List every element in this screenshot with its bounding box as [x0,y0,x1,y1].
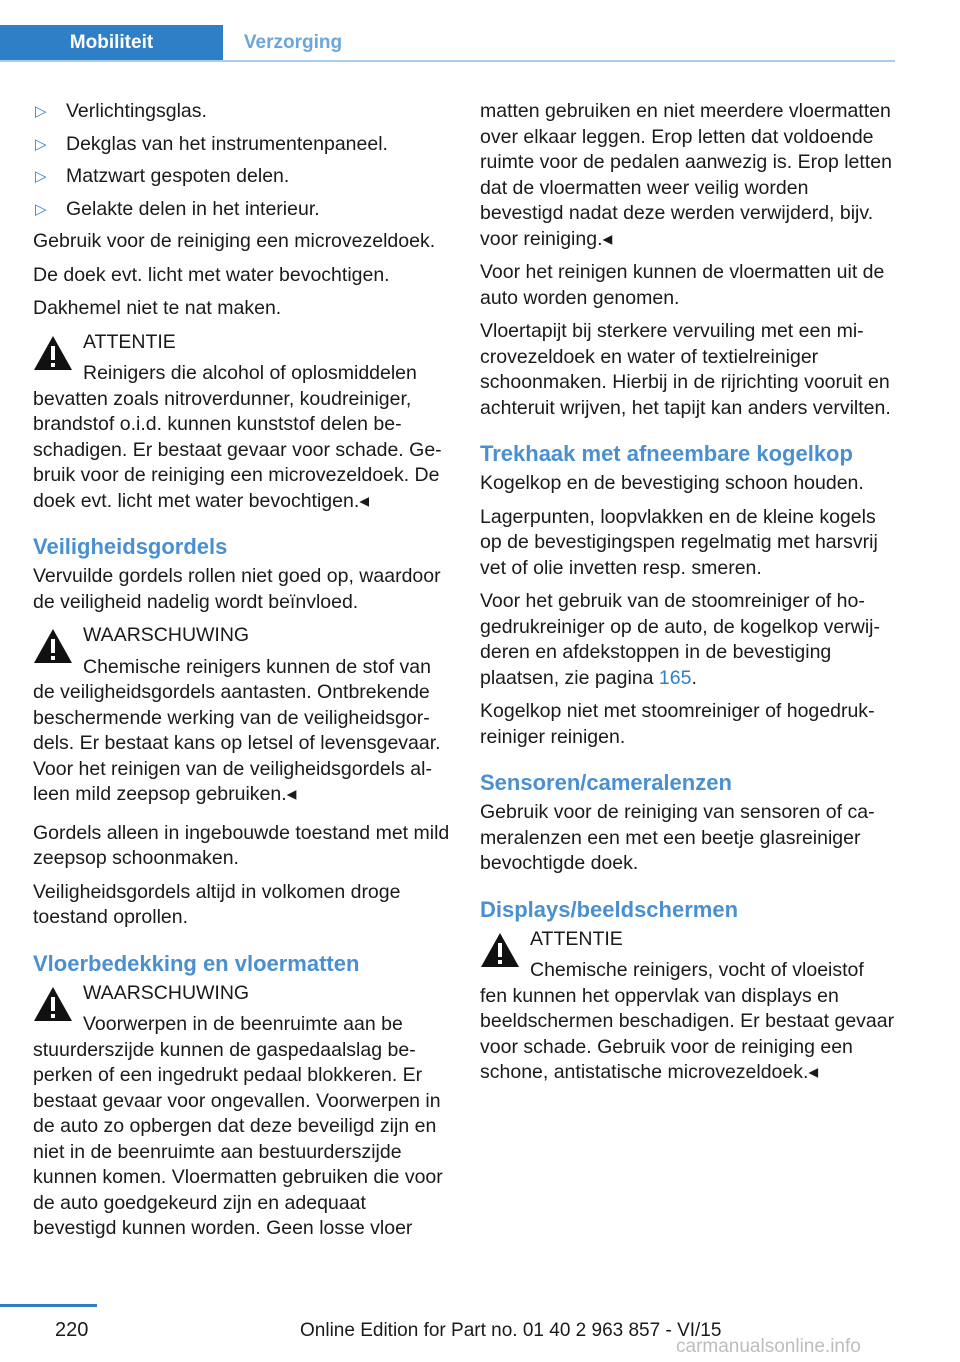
warning-block [33,623,450,808]
list-item [33,164,450,190]
warning-lead: Chemische reinigers kunnen de stof van [83,655,431,678]
paragraph: Dakhemel niet te nat maken. [33,297,282,319]
paragraph: Kogelkop niet met stoomreiniger of hogedrukreiniger reinigen. [480,700,875,748]
section-heading: Displays/beeldschermen [480,896,739,922]
warning-text: de veiligheidsgordels aantasten. Ontbrekende beschermende werking van de veiligheidsgordels. Er bestaat kans op letsel of levensgevaar. Voor het reinigen van de veiligheidsgordels alleen mild zeepsop gebruiken.◂ [33,681,441,805]
list-item-text: Dekglas van het instrumentenpaneel. [66,132,388,155]
paragraph: Voor het reinigen kunnen de vloermatten uit de auto worden genomen. [480,261,885,309]
warning-lead: Voorwerpen in de beenruimte aan be [83,1013,403,1035]
warning-block [480,927,897,1086]
list-item-text: Verlichtingsglas. [66,100,207,122]
warning-text: fen kunnen het oppervlak van displays en beeldschermen beschadigen. Er bestaat gevaar voor schade. Gebruik voor de reiniging een schone, antistatische microvezeldoek.◂ [480,984,895,1083]
right-column [480,99,897,1099]
warning-text: bevatten zoals nitroverdunner, koudreiniger, brandstof o.i.d. kunnen kunststof delen beschadigen. Er bestaat gevaar voor schade. Gebruik voor de reiniging een microvezeldoek. De doek evt. licht met water bevochtigen.◂ [33,387,442,512]
page-link[interactable]: 165 [658,666,692,689]
paragraph-text: Voor het gebruik van de stoomreiniger of hogedrukreiniger op de auto, de kogelkop verwijderen en afdekstoppen in de bevestiging plaatsen, zie pagina [480,590,880,689]
warning-triangle-icon [33,628,73,664]
paragraph [480,589,897,691]
section-heading: Veiligheidsgordels [33,534,228,559]
paragraph: Kogelkop en de bevestiging schoon houden. [480,472,864,494]
list-item-text: Gelakte delen in het interieur. [66,197,320,220]
list-item [33,197,450,223]
warning-block [33,330,450,515]
warning-block [33,981,450,1242]
triangle-right-icon: ▷ [35,168,47,185]
warning-title: WAARSCHUWING [83,624,250,646]
warning-lead: Reinigers die alcohol of oplosmiddelen [83,362,417,384]
warning-triangle-icon [33,335,73,371]
tab-verzorging[interactable]: Verzorging [243,32,343,53]
paragraph: matten gebruiken en niet meerdere vloermatten over elkaar leggen. Erop letten dat voldoende ruimte voor de pedalen aanwezig is. Erop letten dat de vloermatten weer veilig worden bevestigd nadat deze werden verwijderd, bijv. voor reiniging.◂ [480,100,892,250]
warning-title: ATTENTIE [83,330,176,353]
triangle-right-icon: ▷ [35,200,47,218]
paragraph: Veiligheidsgordels altijd in volkomen droge toestand oprollen. [33,880,401,928]
triangle-right-icon: ▷ [35,103,47,120]
section-heading: Trekhaak met afneembare kogelkop [480,441,853,466]
list-item [33,132,450,158]
warning-title: WAARSCHUWING [83,981,250,1004]
paragraph: Vloertapijt bij sterkere vervuiling met een microvezeldoek en water of textielreiniger schoonmaken. Hierbij in de rijrichting vooruit en achteruit wrijven, het tapijt kan anders vervilten. [480,320,891,419]
paragraph: Gebruik voor de reiniging een microvezeldoek. [33,230,436,252]
paragraph: Gordels alleen in ingebouwde toestand met mild zeepsop schoonmaken. [33,821,450,869]
warning-lead: Chemische reinigers, vocht of vloeistof [530,959,864,981]
paragraph: De doek evt. licht met water bevochtigen. [33,263,390,286]
list-item [33,99,450,125]
warning-triangle-icon [33,986,73,1022]
warning-triangle-icon [480,932,520,968]
list-item-text: Matzwart gespoten delen. [66,165,290,187]
paragraph: Vervuilde gordels rollen niet goed op, waardoor de veiligheid nadelig wordt beïnvloed. [33,565,441,613]
warning-text: stuurderszijde kunnen de gaspedaalslag beperken of een ingedrukt pedaal blokkeren. Er bestaat gevaar voor ongevallen. Voorwerpen in de auto zo opbergen dat deze beveiligd zijn en niet in de beenruimte aan bestuurderszijde kunnen komen. Vloermatten gebruiken die voor de auto goedgekeurd zijn en adequaat bevestigd kunnen worden. Geen losse vloer [33,1038,443,1239]
section-heading: Sensoren/cameralenzen [480,770,732,795]
footer-rule [0,1304,97,1307]
watermark: carmanualsonline.info [676,1336,861,1357]
paragraph-text: . [691,666,697,689]
paragraph: Gebruik voor de reiniging van sensoren of cameralenzen een met een beetje glasreiniger bevochtigde doek. [480,801,875,874]
paragraph: Lagerpunten, loopvlakken en de kleine kogels op de bevestigingspen regelmatig met harsvrij vet of olie invetten resp. smeren. [480,505,878,579]
warning-title: ATTENTIE [530,927,623,950]
left-column [33,99,450,1255]
triangle-right-icon: ▷ [35,135,47,153]
edition-text: Online Edition for Part no. 01 40 2 963 857 - VI/15 [300,1320,722,1341]
tab-underline [0,60,895,62]
section-heading: Vloerbedekking en vloermatten [33,950,360,976]
page-number: 220 [55,1319,89,1341]
section-tabs [0,25,895,62]
tab-mobiliteit[interactable]: Mobiliteit [0,25,223,60]
